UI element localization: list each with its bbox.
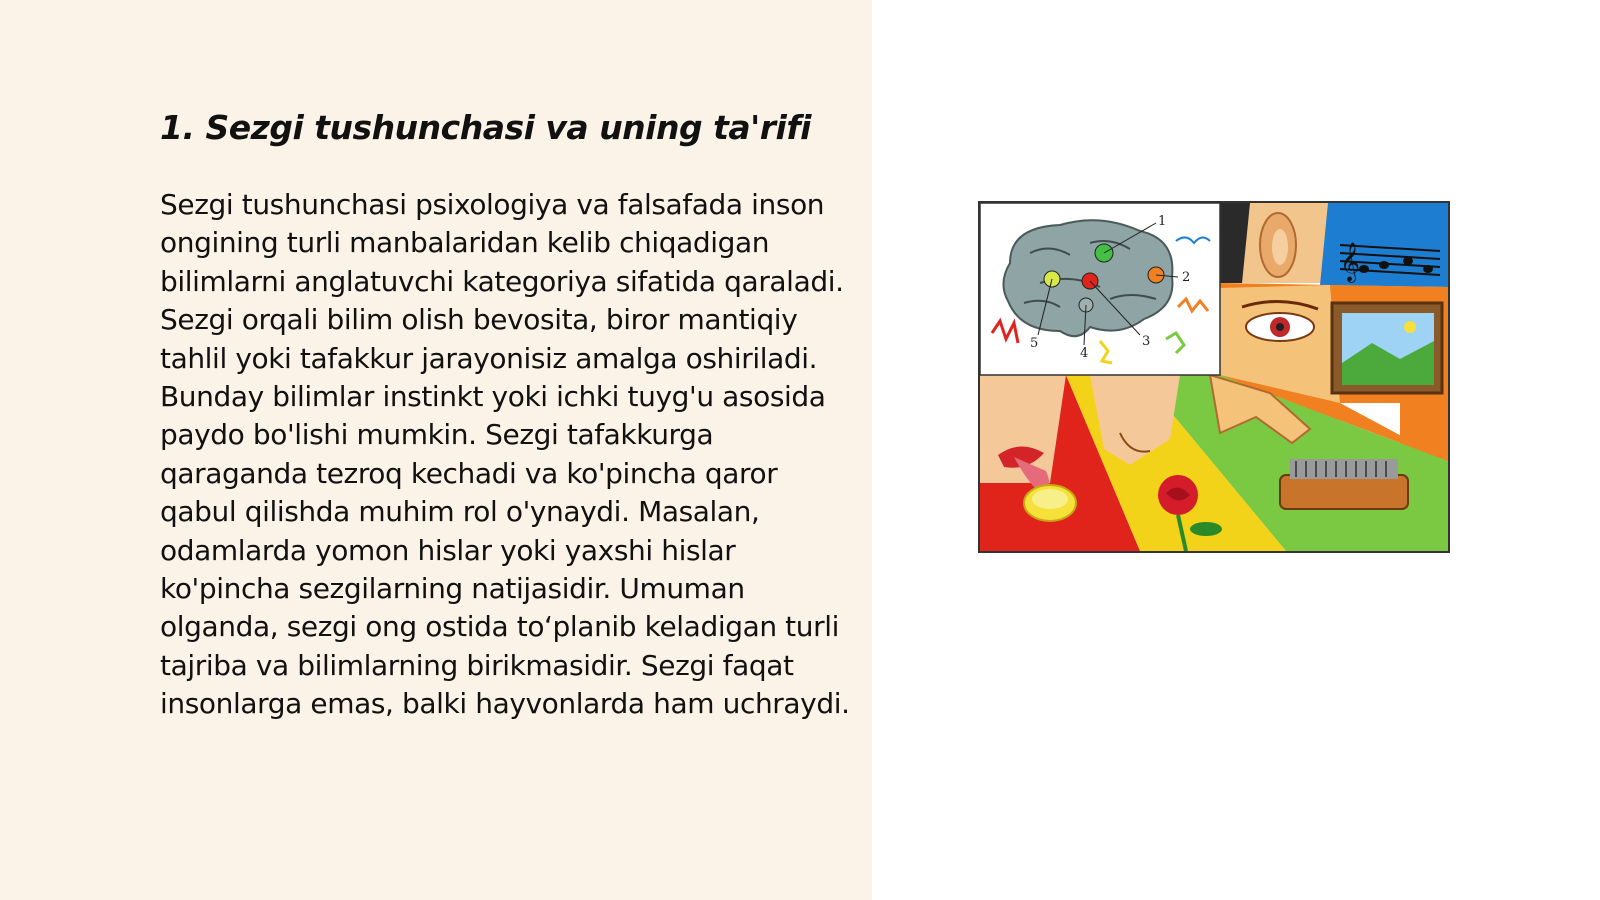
lemon-icon	[1024, 485, 1076, 521]
slide-heading: 1. Sezgi tushunchasi va uning ta'rifi	[160, 108, 811, 147]
svg-text:𝄞: 𝄞	[1340, 242, 1361, 282]
label-2: 2	[1182, 270, 1191, 285]
label-5: 5	[1030, 336, 1039, 351]
music-notes-icon	[1320, 203, 1448, 287]
label-3: 3	[1142, 334, 1151, 349]
senses-illustration	[978, 201, 1450, 553]
brush-icon	[1280, 459, 1408, 509]
landscape-picture-icon	[1332, 303, 1442, 393]
label-1: 1	[1158, 214, 1167, 229]
slide-body-text: Sezgi tushunchasi psixologiya va falsafada inson ongining turli manbalaridan kelib chiqadigan bilimlarni anglatuvchi kategoriya sifatida qaraladi. Sezgi orqali bilim olish bevosita, biror mantiqiy tahlil yoki tafakkur jarayonisiz amalga oshiriladi. Bunday bilimlar instinkt yoki ichki tuyg'u asosida paydo bo'lishi mumkin. Sezgi tafakkurga qaraganda tezroq kechadi va ko'pincha qaror qabul qilishda muhim rol o'ynaydi. Masalan, odamlarda yomon hislar yoki yaxshi hislar ko'pincha sezgilarning natijasidir. Umuman olganda, sezgi ong ostida to‘planib keladigan turli tajriba va bilimlarning birikmasidir. Sezgi faqat insonlarga emas, balki hayvonlarda ham uchraydi.	[160, 188, 850, 721]
label-4: 4	[1080, 346, 1089, 361]
